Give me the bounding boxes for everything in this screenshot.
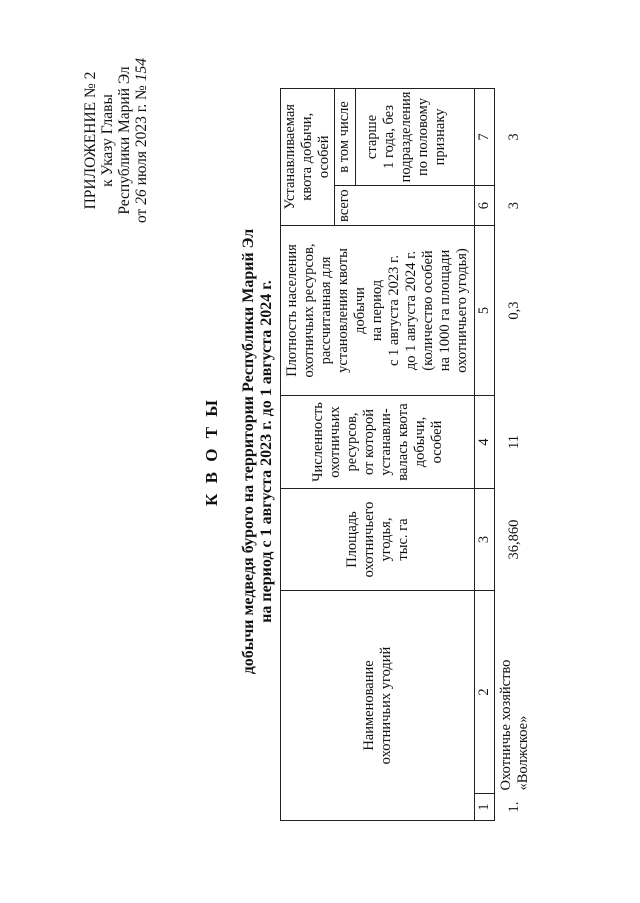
col-number-4: 4 — [475, 396, 495, 489]
header-older: старше 1 года, без подразделения по половому признаку — [364, 91, 448, 183]
appendix-header — [82, 18, 150, 263]
appendix-republic: Республики Марий Эл — [116, 66, 133, 215]
header-incl: в том числе — [336, 101, 352, 173]
appendix-decree: к Указу Главы — [99, 94, 116, 187]
col-number-5: 5 — [475, 226, 495, 396]
header-name: Наименование охотничьих угодий — [281, 591, 475, 821]
appendix-date — [133, 18, 150, 263]
document-subtitle-1: добычи медведя бурого на территории Республики Марий Эл — [240, 228, 257, 675]
date-prefix: от — [133, 208, 150, 223]
date-day: 26 — [133, 189, 150, 205]
quota-table — [280, 88, 535, 821]
row-number: 1. — [506, 801, 523, 813]
document-heading: К В О Т Ы — [202, 397, 221, 506]
decree-number: 154 — [133, 58, 150, 82]
table-row — [495, 88, 535, 820]
header-area: Площадь охотничьего угодья, тыс. га — [281, 489, 475, 591]
row-count: 11 — [506, 435, 523, 449]
header-incl-older — [335, 88, 475, 186]
header-count: Численность охотничьих ресурсов, от которой устанавли- валась квота добычи, особей — [281, 396, 475, 489]
header-total: всего — [335, 186, 475, 226]
row-density: 0,3 — [506, 301, 523, 320]
row-area: 36,860 — [506, 519, 523, 560]
header-density: Плотность населения охотничьих ресурсов, рассчитанная для установления квоты добычи на период с 1 августа 2023 г. до 1 августа 2024 г. (количество особей на 1000 га площади охотничьего угодья) — [281, 226, 475, 396]
header-quota: Устанавливаемая квота добычи, особей — [281, 88, 335, 225]
document-subtitle-2: на период с 1 августа 2023 г. до 1 августа 2024 г. — [258, 280, 275, 623]
col-number-6: 6 — [475, 186, 495, 226]
col-number-3: 3 — [475, 489, 495, 591]
row-total: 3 — [506, 202, 523, 210]
col-number-2: 2 — [475, 591, 495, 794]
row-name: Охотничье хозяйство «Волжское» — [497, 659, 531, 791]
date-rest: июля 2023 г. № — [133, 85, 150, 186]
col-number-1: 1 — [475, 794, 495, 821]
row-older: 3 — [506, 133, 523, 141]
appendix-label: ПРИЛОЖЕНИЕ № 2 — [82, 71, 99, 210]
col-number-7: 7 — [475, 88, 495, 186]
